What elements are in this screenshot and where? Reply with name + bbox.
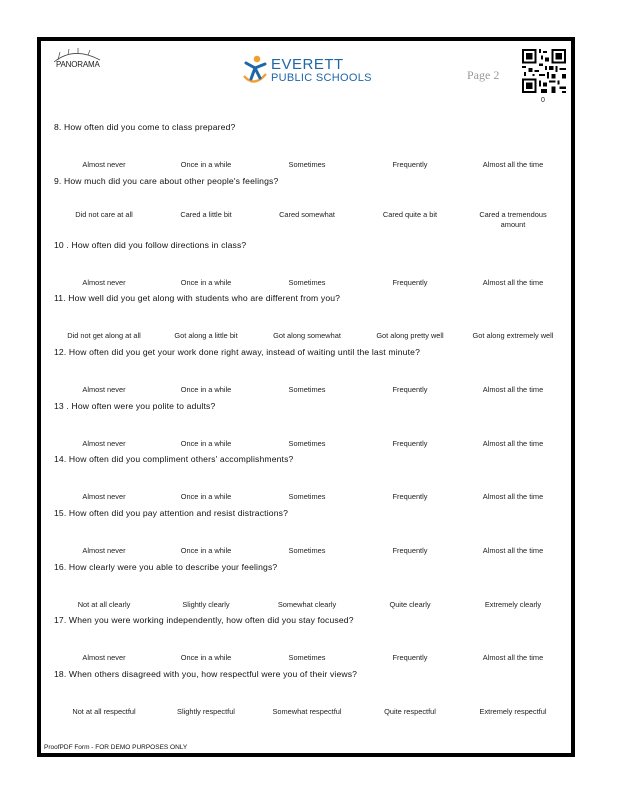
question-18-option-5[interactable]: Extremely respectful <box>479 707 547 716</box>
question-9-option-3[interactable]: Cared somewhat <box>279 210 335 219</box>
question-17-text: 17. When you were working independently, how often did you stay focused? <box>54 615 354 625</box>
question-15-option-1[interactable]: Almost never <box>82 546 126 555</box>
brand-line-1: EVERETT <box>271 56 344 73</box>
question-18-option-2[interactable]: Slightly respectful <box>177 707 235 716</box>
question-13-option-4[interactable]: Frequently <box>392 439 428 448</box>
question-8-option-5[interactable]: Almost all the time <box>482 160 544 169</box>
question-15-option-5[interactable]: Almost all the time <box>482 546 544 555</box>
question-8-text: 8. How often did you come to class prepared? <box>54 122 236 132</box>
panorama-logo <box>48 48 110 80</box>
question-16-text: 16. How clearly were you able to describe your feelings? <box>54 562 278 572</box>
question-9-option-2[interactable]: Cared a little bit <box>180 210 232 219</box>
question-11-option-1[interactable]: Did not get along at all <box>67 331 141 340</box>
question-18-option-1[interactable]: Not at all respectful <box>72 707 136 716</box>
question-14-option-4[interactable]: Frequently <box>392 492 428 501</box>
question-16-option-2[interactable]: Slightly clearly <box>182 600 230 609</box>
question-10-option-2[interactable]: Once in a while <box>180 278 232 287</box>
question-18-option-3[interactable]: Somewhat respectful <box>272 707 342 716</box>
brand-line-2: PUBLIC SCHOOLS <box>271 72 372 84</box>
question-10-option-3[interactable]: Sometimes <box>288 278 326 287</box>
question-16-option-1[interactable]: Not at all clearly <box>77 600 131 609</box>
question-13-option-5[interactable]: Almost all the time <box>482 439 544 448</box>
qr-caption: 0 <box>541 97 545 104</box>
question-14-option-3[interactable]: Sometimes <box>288 492 326 501</box>
question-10-option-1[interactable]: Almost never <box>82 278 126 287</box>
question-8-option-3[interactable]: Sometimes <box>288 160 326 169</box>
question-12-option-2[interactable]: Once in a while <box>180 385 232 394</box>
question-16-option-4[interactable]: Quite clearly <box>389 600 431 609</box>
question-13-option-3[interactable]: Sometimes <box>288 439 326 448</box>
question-8-option-1[interactable]: Almost never <box>82 160 126 169</box>
question-8-option-4[interactable]: Frequently <box>392 160 428 169</box>
question-9-option-5[interactable]: Cared a tremendous amount <box>479 210 547 229</box>
question-11-option-3[interactable]: Got along somewhat <box>273 331 341 340</box>
question-15-option-4[interactable]: Frequently <box>392 546 428 555</box>
question-11-option-2[interactable]: Got along a little bit <box>174 331 238 340</box>
question-18-text: 18. When others disagreed with you, how respectful were you of their views? <box>54 669 358 679</box>
question-18-option-4[interactable]: Quite respectful <box>384 707 436 716</box>
question-16-option-3[interactable]: Somewhat clearly <box>277 600 337 609</box>
question-16-option-5[interactable]: Extremely clearly <box>484 600 542 609</box>
page-frame <box>37 37 575 757</box>
question-15-option-2[interactable]: Once in a while <box>180 546 232 555</box>
question-8-option-2[interactable]: Once in a while <box>180 160 232 169</box>
question-12-option-5[interactable]: Almost all the time <box>482 385 544 394</box>
footer-text: ProofPDF Form - FOR DEMO PURPOSES ONLY <box>44 744 188 751</box>
question-9-option-1[interactable]: Did not care at all <box>75 210 133 219</box>
question-11-option-4[interactable]: Got along pretty well <box>376 331 444 340</box>
question-13-text: 13 . How often were you polite to adults? <box>54 401 216 411</box>
question-13-option-1[interactable]: Almost never <box>82 439 126 448</box>
qr-code-icon <box>522 49 566 93</box>
question-14-option-1[interactable]: Almost never <box>82 492 126 501</box>
question-10-text: 10 . How often did you follow directions in class? <box>54 240 247 250</box>
page-number: Page 2 <box>467 68 500 82</box>
question-12-option-4[interactable]: Frequently <box>392 385 428 394</box>
question-10-option-4[interactable]: Frequently <box>392 278 428 287</box>
question-9-option-4[interactable]: Cared quite a bit <box>382 210 438 219</box>
question-17-option-4[interactable]: Frequently <box>392 653 428 662</box>
question-17-option-3[interactable]: Sometimes <box>288 653 326 662</box>
question-15-option-3[interactable]: Sometimes <box>288 546 326 555</box>
question-17-option-1[interactable]: Almost never <box>82 653 126 662</box>
question-12-text: 12. How often did you get your work done right away, instead of waiting until the last minute? <box>54 347 421 357</box>
question-15-text: 15. How often did you pay attention and resist distractions? <box>54 508 289 518</box>
question-14-option-2[interactable]: Once in a while <box>180 492 232 501</box>
everett-logo <box>241 54 381 86</box>
question-17-option-5[interactable]: Almost all the time <box>482 653 544 662</box>
everett-mark-icon <box>241 54 271 86</box>
question-10-option-5[interactable]: Almost all the time <box>482 278 544 287</box>
question-14-text: 14. How often did you compliment others' accomplishments? <box>54 454 294 464</box>
question-11-text: 11. How well did you get along with students who are different from you? <box>54 293 341 303</box>
question-9-text: 9. How much did you care about other people's feelings? <box>54 176 279 186</box>
question-11-option-5[interactable]: Got along extremely well <box>472 331 554 340</box>
question-14-option-5[interactable]: Almost all the time <box>482 492 544 501</box>
panorama-logo-text: PANORAMA <box>56 60 100 69</box>
question-17-option-2[interactable]: Once in a while <box>180 653 232 662</box>
question-12-option-3[interactable]: Sometimes <box>288 385 326 394</box>
question-12-option-1[interactable]: Almost never <box>82 385 126 394</box>
question-13-option-2[interactable]: Once in a while <box>180 439 232 448</box>
